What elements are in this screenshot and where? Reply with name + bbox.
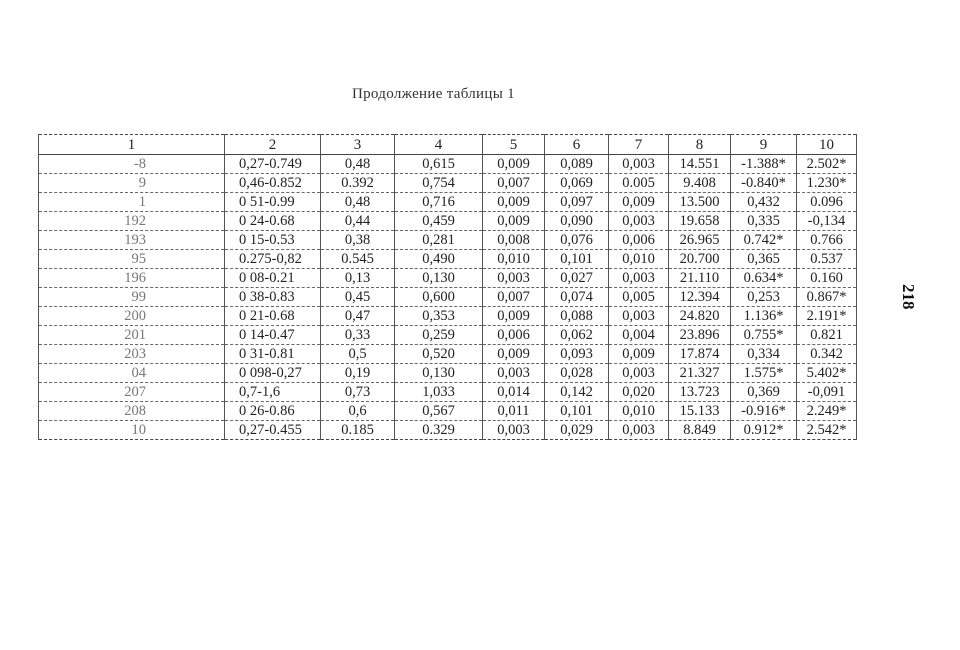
table-cell-col-9: -1.388* <box>731 155 797 174</box>
table-cell-col-5: 0,009 <box>483 307 545 326</box>
table-cell-col-5: 0,009 <box>483 155 545 174</box>
table-cell-col-2: 0,27-0.749 <box>225 155 321 174</box>
table-cell-col-4: 0,130 <box>395 364 483 383</box>
table-cell-col-1: 95 <box>39 250 225 269</box>
table-cell-col-10: 2.502* <box>797 155 857 174</box>
table-cell-col-7: 0,020 <box>609 383 669 402</box>
table-cell-col-7: 0,003 <box>609 269 669 288</box>
table-cell-col-6: 0,028 <box>545 364 609 383</box>
table-cell-col-7: 0,006 <box>609 231 669 250</box>
table-body <box>39 155 857 440</box>
table-cell-col-7: 0,003 <box>609 364 669 383</box>
table-cell-col-4: 0,353 <box>395 307 483 326</box>
table-cell-col-3: 0,73 <box>321 383 395 402</box>
table-cell-col-5: 0,008 <box>483 231 545 250</box>
table-cell-col-7: 0,003 <box>609 212 669 231</box>
table-cell-col-6: 0,142 <box>545 383 609 402</box>
table-cell-col-2: 0,7-1,6 <box>225 383 321 402</box>
table-cell-col-2: 0 38-0.83 <box>225 288 321 307</box>
table-cell-col-1: 208 <box>39 402 225 421</box>
table-header-row <box>39 135 857 155</box>
table-cell-col-8: 13.500 <box>669 193 731 212</box>
table-cell-col-5: 0,009 <box>483 193 545 212</box>
table-cell-col-6: 0,088 <box>545 307 609 326</box>
table-cell-col-9: 0.634* <box>731 269 797 288</box>
table-row <box>39 155 857 174</box>
table-cell-col-1: 201 <box>39 326 225 345</box>
table-cell-col-5: 0,009 <box>483 212 545 231</box>
table-cell-col-10: 0.766 <box>797 231 857 250</box>
table-cell-col-6: 0,093 <box>545 345 609 364</box>
table-cell-col-2: 0 08-0.21 <box>225 269 321 288</box>
table-cell-col-8: 26.965 <box>669 231 731 250</box>
table-cell-col-9: 1.136* <box>731 307 797 326</box>
table-cell-col-10: -0,134 <box>797 212 857 231</box>
table-cell-col-9: 0,253 <box>731 288 797 307</box>
table-cell-col-1: 1 <box>39 193 225 212</box>
table-cell-col-3: 0.392 <box>321 174 395 193</box>
table-cell-col-1: 203 <box>39 345 225 364</box>
table-cell-col-4: 0,520 <box>395 345 483 364</box>
table-cell-col-1: 200 <box>39 307 225 326</box>
table-cell-col-9: -0.916* <box>731 402 797 421</box>
column-header-4: 4 <box>395 135 483 155</box>
table-cell-col-8: 20.700 <box>669 250 731 269</box>
table-cell-col-6: 0,090 <box>545 212 609 231</box>
table-cell-col-7: 0,010 <box>609 250 669 269</box>
table-cell-col-6: 0,097 <box>545 193 609 212</box>
table-row <box>39 421 857 440</box>
table-row <box>39 288 857 307</box>
table-cell-col-7: 0,010 <box>609 402 669 421</box>
table-cell-col-2: 0 26-0.86 <box>225 402 321 421</box>
column-header-10: 10 <box>797 135 857 155</box>
table-cell-col-1: 10 <box>39 421 225 440</box>
table-cell-col-3: 0,19 <box>321 364 395 383</box>
table-row <box>39 250 857 269</box>
table-cell-col-3: 0,45 <box>321 288 395 307</box>
table-cell-col-10: -0,091 <box>797 383 857 402</box>
table-row <box>39 307 857 326</box>
table-cell-col-5: 0,003 <box>483 421 545 440</box>
table-cell-col-1: 196 <box>39 269 225 288</box>
table-cell-col-9: 0,369 <box>731 383 797 402</box>
table-row <box>39 269 857 288</box>
table-row <box>39 193 857 212</box>
table-cell-col-2: 0.275-0,82 <box>225 250 321 269</box>
table-cell-col-8: 21.110 <box>669 269 731 288</box>
table-cell-col-3: 0,44 <box>321 212 395 231</box>
table-cell-col-5: 0,011 <box>483 402 545 421</box>
table-cell-col-6: 0,101 <box>545 402 609 421</box>
table-row <box>39 402 857 421</box>
table-cell-col-10: 0.096 <box>797 193 857 212</box>
table-row <box>39 231 857 250</box>
table-cell-col-1: 193 <box>39 231 225 250</box>
table-cell-col-8: 17.874 <box>669 345 731 364</box>
table-cell-col-10: 0.537 <box>797 250 857 269</box>
table-cell-col-8: 23.896 <box>669 326 731 345</box>
column-header-3: 3 <box>321 135 395 155</box>
table-cell-col-2: 0 31-0.81 <box>225 345 321 364</box>
table-cell-col-3: 0,48 <box>321 193 395 212</box>
table-cell-col-3: 0.545 <box>321 250 395 269</box>
page-number: 218 <box>899 284 918 310</box>
table-cell-col-8: 19.658 <box>669 212 731 231</box>
table-cell-col-7: 0,009 <box>609 193 669 212</box>
table-cell-col-6: 0,029 <box>545 421 609 440</box>
table-row <box>39 345 857 364</box>
table-cell-col-10: 0.867* <box>797 288 857 307</box>
column-header-5: 5 <box>483 135 545 155</box>
table-cell-col-9: 0,365 <box>731 250 797 269</box>
table-cell-col-4: 0,567 <box>395 402 483 421</box>
table-cell-col-4: 0,459 <box>395 212 483 231</box>
table-cell-col-8: 9.408 <box>669 174 731 193</box>
data-table <box>38 134 857 440</box>
table-cell-col-6: 0,089 <box>545 155 609 174</box>
table-cell-col-8: 24.820 <box>669 307 731 326</box>
table-cell-col-10: 5.402* <box>797 364 857 383</box>
table-cell-col-8: 8.849 <box>669 421 731 440</box>
table-cell-col-1: 04 <box>39 364 225 383</box>
table-cell-col-4: 1,033 <box>395 383 483 402</box>
table-cell-col-2: 0 14-0.47 <box>225 326 321 345</box>
table-cell-col-7: 0.005 <box>609 174 669 193</box>
table-cell-col-4: 0,281 <box>395 231 483 250</box>
table-cell-col-3: 0,48 <box>321 155 395 174</box>
table-cell-col-2: 0,46-0.852 <box>225 174 321 193</box>
table-cell-col-5: 0,014 <box>483 383 545 402</box>
table-cell-col-1: 192 <box>39 212 225 231</box>
table-cell-col-5: 0,003 <box>483 364 545 383</box>
table-cell-col-5: 0,009 <box>483 345 545 364</box>
table-cell-col-4: 0,259 <box>395 326 483 345</box>
table-cell-col-9: -0.840* <box>731 174 797 193</box>
table-row <box>39 326 857 345</box>
table-cell-col-6: 0,062 <box>545 326 609 345</box>
table-cell-col-8: 13.723 <box>669 383 731 402</box>
table-cell-col-2: 0,27-0.455 <box>225 421 321 440</box>
table-row <box>39 383 857 402</box>
table-cell-col-4: 0,615 <box>395 155 483 174</box>
table-cell-col-8: 15.133 <box>669 402 731 421</box>
column-header-9: 9 <box>731 135 797 155</box>
table-cell-col-6: 0,074 <box>545 288 609 307</box>
table-cell-col-2: 0 15-0.53 <box>225 231 321 250</box>
table-cell-col-9: 0,334 <box>731 345 797 364</box>
column-header-1: 1 <box>39 135 225 155</box>
table-cell-col-3: 0,38 <box>321 231 395 250</box>
table-row <box>39 212 857 231</box>
table-cell-col-9: 0,335 <box>731 212 797 231</box>
table-cell-col-10: 1.230* <box>797 174 857 193</box>
table-cell-col-3: 0,5 <box>321 345 395 364</box>
table-cell-col-9: 0.912* <box>731 421 797 440</box>
table-cell-col-1: 99 <box>39 288 225 307</box>
column-header-2: 2 <box>225 135 321 155</box>
table-cell-col-10: 0.160 <box>797 269 857 288</box>
table-cell-col-9: 0.755* <box>731 326 797 345</box>
table-cell-col-3: 0,6 <box>321 402 395 421</box>
table-cell-col-8: 21.327 <box>669 364 731 383</box>
table-cell-col-4: 0,490 <box>395 250 483 269</box>
table-cell-col-4: 0,754 <box>395 174 483 193</box>
table-cell-col-4: 0,716 <box>395 193 483 212</box>
column-header-6: 6 <box>545 135 609 155</box>
table-cell-col-4: 0,600 <box>395 288 483 307</box>
table-cell-col-4: 0,130 <box>395 269 483 288</box>
column-header-7: 7 <box>609 135 669 155</box>
column-header-8: 8 <box>669 135 731 155</box>
table-cell-col-9: 1.575* <box>731 364 797 383</box>
table-cell-col-6: 0,101 <box>545 250 609 269</box>
table-cell-col-10: 0.342 <box>797 345 857 364</box>
table-cell-col-7: 0,004 <box>609 326 669 345</box>
table-cell-col-2: 0 51-0.99 <box>225 193 321 212</box>
table-cell-col-3: 0,33 <box>321 326 395 345</box>
table-cell-col-8: 14.551 <box>669 155 731 174</box>
table-cell-col-7: 0,005 <box>609 288 669 307</box>
table-cell-col-8: 12.394 <box>669 288 731 307</box>
table-cell-col-1: 207 <box>39 383 225 402</box>
table-cell-col-3: 0.185 <box>321 421 395 440</box>
table-cell-col-4: 0.329 <box>395 421 483 440</box>
table-cell-col-1: 9 <box>39 174 225 193</box>
table-cell-col-5: 0,010 <box>483 250 545 269</box>
table-cell-col-7: 0,009 <box>609 345 669 364</box>
table-row <box>39 364 857 383</box>
table-cell-col-1: -8 <box>39 155 225 174</box>
data-table-container <box>38 134 856 440</box>
table-cell-col-5: 0,007 <box>483 288 545 307</box>
table-cell-col-10: 2.542* <box>797 421 857 440</box>
table-cell-col-9: 0.742* <box>731 231 797 250</box>
table-cell-col-7: 0,003 <box>609 155 669 174</box>
table-cell-col-6: 0,027 <box>545 269 609 288</box>
table-cell-col-7: 0,003 <box>609 421 669 440</box>
table-cell-col-6: 0,069 <box>545 174 609 193</box>
table-cell-col-10: 2.249* <box>797 402 857 421</box>
table-cell-col-7: 0,003 <box>609 307 669 326</box>
table-cell-col-5: 0,006 <box>483 326 545 345</box>
table-row <box>39 174 857 193</box>
table-caption: Продолжение таблицы 1 <box>352 86 515 102</box>
table-cell-col-10: 0.821 <box>797 326 857 345</box>
table-cell-col-10: 2.191* <box>797 307 857 326</box>
table-cell-col-5: 0,003 <box>483 269 545 288</box>
table-cell-col-3: 0,13 <box>321 269 395 288</box>
table-cell-col-5: 0,007 <box>483 174 545 193</box>
table-cell-col-3: 0,47 <box>321 307 395 326</box>
table-cell-col-2: 0 098-0,27 <box>225 364 321 383</box>
table-cell-col-9: 0,432 <box>731 193 797 212</box>
table-cell-col-6: 0,076 <box>545 231 609 250</box>
table-cell-col-2: 0 24-0.68 <box>225 212 321 231</box>
table-cell-col-2: 0 21-0.68 <box>225 307 321 326</box>
